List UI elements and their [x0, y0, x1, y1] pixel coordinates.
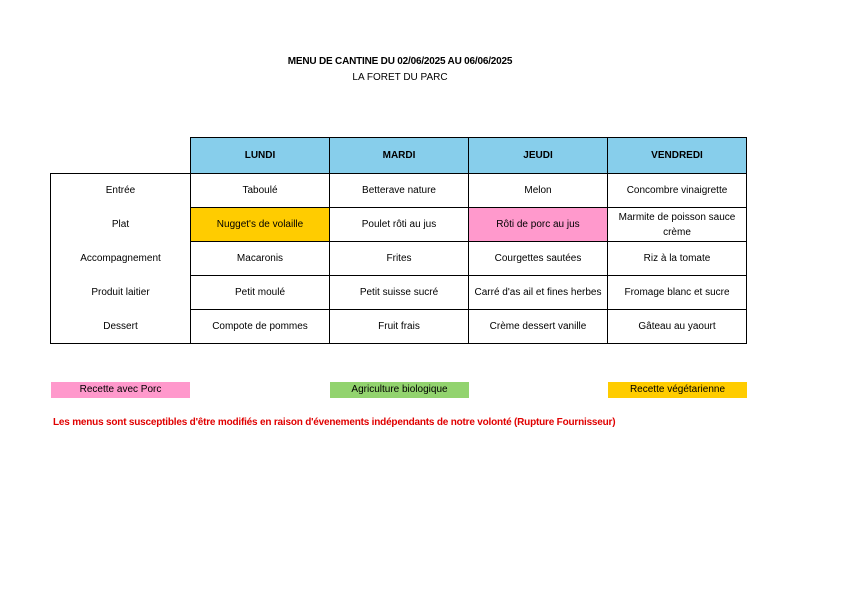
- legend-vegetarian: Recette végétarienne: [608, 382, 747, 398]
- menu-cell: Betterave nature: [330, 174, 469, 208]
- menu-cell: Petit suisse sucré: [330, 276, 469, 310]
- row-label: Produit laitier: [51, 276, 191, 310]
- menu-cell: Riz à la tomate: [608, 242, 747, 276]
- menu-cell: Courgettes sautées: [469, 242, 608, 276]
- legend-organic: Agriculture biologique: [330, 382, 469, 398]
- menu-cell-vegetarian: Nugget's de volaille: [191, 208, 330, 242]
- menu-cell: Carré d'as ail et fines herbes: [469, 276, 608, 310]
- day-header-lundi: LUNDI: [191, 138, 330, 174]
- legend-pork: Recette avec Porc: [51, 382, 190, 398]
- table-row: [51, 174, 747, 208]
- menu-cell: Crème dessert vanille: [469, 310, 608, 344]
- row-label: Entrée: [51, 174, 191, 208]
- menu-cell: Melon: [469, 174, 608, 208]
- menu-cell: Macaronis: [191, 242, 330, 276]
- menu-cell: Frites: [330, 242, 469, 276]
- day-header-jeudi: JEUDI: [469, 138, 608, 174]
- row-label: Dessert: [51, 310, 191, 344]
- row-label: Accompagnement: [51, 242, 191, 276]
- day-header-mardi: MARDI: [330, 138, 469, 174]
- menu-cell-pork: Rôti de porc au jus: [469, 208, 608, 242]
- page-subtitle: LA FORET DU PARC: [352, 72, 448, 83]
- menu-table: [50, 137, 747, 344]
- table-row: [51, 310, 747, 344]
- menu-cell: Petit moulé: [191, 276, 330, 310]
- table-row: [51, 242, 747, 276]
- table-corner: [51, 138, 191, 174]
- row-label: Plat: [51, 208, 191, 242]
- menu-cell: Taboulé: [191, 174, 330, 208]
- disclaimer-notice: Les menus sont susceptibles d'être modifiés en raison d'évenements indépendants de notre volonté (Rupture Fournisseur): [53, 417, 616, 428]
- table-row: [51, 276, 747, 310]
- page-title: MENU DE CANTINE DU 02/06/2025 AU 06/06/2025: [287, 56, 513, 67]
- menu-cell: Fromage blanc et sucre: [608, 276, 747, 310]
- table-row: [51, 208, 747, 242]
- menu-cell: Gâteau au yaourt: [608, 310, 747, 344]
- menu-cell: Poulet rôti au jus: [330, 208, 469, 242]
- menu-cell: Marmite de poisson sauce crème: [608, 208, 747, 242]
- menu-cell: Compote de pommes: [191, 310, 330, 344]
- menu-cell: Fruit frais: [330, 310, 469, 344]
- menu-cell: Concombre vinaigrette: [608, 174, 747, 208]
- table-header-row: [51, 138, 747, 174]
- day-header-vendredi: VENDREDI: [608, 138, 747, 174]
